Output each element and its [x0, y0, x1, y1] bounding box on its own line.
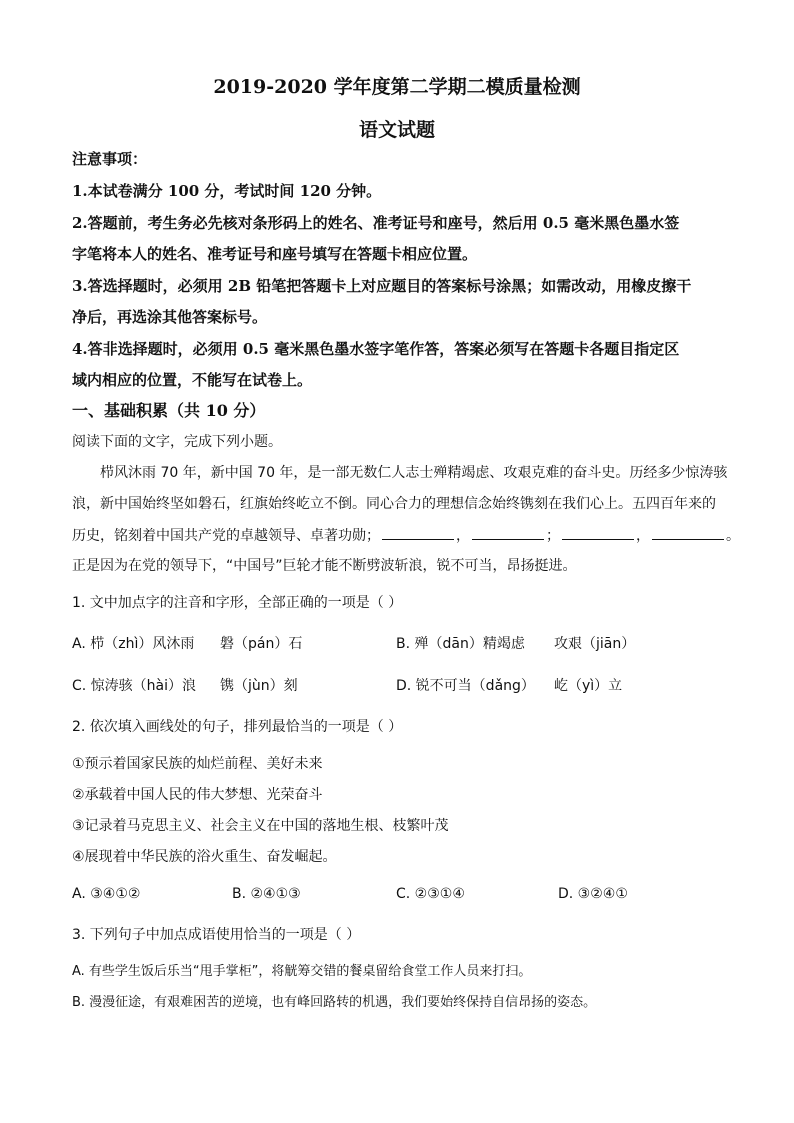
- question-stem: 1. 文中加点字的注音和字形，全部正确的一项是（ ）: [72, 595, 403, 611]
- sentence-item: ①预示着国家民族的灿烂前程、美好未来: [72, 756, 323, 772]
- fill-blank: [472, 525, 544, 540]
- notice-item: 4.答非选择题时，必须用 0.5 毫米黑色墨水签字笔作答，答案必须写在答题卡各题目指定区: [72, 340, 680, 358]
- fill-blank: [562, 525, 634, 540]
- fill-blank: [652, 525, 724, 540]
- option-b-part2: 攻艰（jiān）: [554, 636, 636, 652]
- option-b: B. 殚（dān）精竭虑: [396, 636, 525, 652]
- option-d: D. 锐不可当（dǎng）: [396, 678, 535, 694]
- notice-item: 域内相应的位置，不能写在试卷上。: [72, 371, 313, 389]
- notice-item: 字笔将本人的姓名、准考证号和座号填写在答题卡相应位置。: [72, 245, 478, 263]
- punctuation: 。: [726, 528, 740, 544]
- notice-item: 3.答选择题时，必须用 2B 铅笔把答题卡上对应题目的答案标号涂黑；如需改动，用橡皮擦干: [72, 277, 692, 295]
- option-a: A. ③④①②: [72, 886, 141, 902]
- punctuation: ；: [546, 528, 560, 544]
- sentence-item: ③记录着马克思主义、社会主义在中国的落地生根、枝繁叶茂: [72, 818, 449, 834]
- question-stem: 2. 依次填入画线处的句子，排列最恰当的一项是（ ）: [72, 719, 403, 735]
- option-d-part2: 屹（yì）立: [554, 678, 623, 694]
- option-a-part2: 磐（pán）石: [220, 636, 303, 652]
- passage-line-with-blanks: [72, 525, 740, 546]
- notice-heading: 注意事项：: [72, 150, 148, 168]
- passage-line: 浪，新中国始终坚如磐石，红旗始终屹立不倒。同心合力的理想信念始终镌刻在我们心上。五四百年来的: [72, 496, 716, 512]
- passage-line: 栉风沐雨 70 年，新中国 70 年，是一部无数仁人志士殚精竭虑、攻艰克难的奋斗史。历经多少惊涛骇: [100, 465, 728, 481]
- section-heading: 一、基础积累（共 10 分）: [72, 401, 266, 420]
- page-subtitle: 语文试题: [358, 119, 435, 141]
- option-c-part2: 镌（jùn）刻: [220, 678, 298, 694]
- page-title: 2019-2020 学年度第二学期二模质量检测: [213, 76, 581, 98]
- sentence-item: ②承载着中国人民的伟大梦想、光荣奋斗: [72, 787, 323, 803]
- option-b: B. ②④①③: [232, 886, 301, 902]
- fill-blank: [382, 525, 454, 540]
- option-c: C. 惊涛骇（hài）浪: [72, 678, 197, 694]
- punctuation: ，: [456, 528, 470, 544]
- option-a: A. 有些学生饭后乐当“甩手掌柜”，将觥筹交错的餐桌留给食堂工作人员来打扫。: [72, 964, 532, 979]
- question-stem: 3. 下列句子中加点成语使用恰当的一项是（ ）: [72, 927, 361, 943]
- option-c: C. ②③①④: [396, 886, 465, 902]
- reading-instruction: 阅读下面的文字，完成下列小题。: [72, 434, 282, 450]
- passage-text: 历史，铭刻着中国共产党的卓越领导、卓著功勋；: [72, 528, 380, 544]
- option-d: D. ③②④①: [558, 886, 628, 902]
- option-a: A. 栉（zhì）风沐雨: [72, 636, 195, 652]
- notice-item: 2.答题前，考生务必先核对条形码上的姓名、准考证号和座号，然后用 0.5 毫米黑色墨水签: [72, 214, 680, 232]
- sentence-item: ④展现着中华民族的浴火重生、奋发崛起。: [72, 849, 337, 865]
- option-b: B. 漫漫征途，有艰难困苦的逆境，也有峰回路转的机遇，我们要始终保持自信昂扬的姿态。: [72, 995, 597, 1010]
- notice-item: 净后，再选涂其他答案标号。: [72, 308, 268, 326]
- notice-item: 1.本试卷满分 100 分，考试时间 120 分钟。: [72, 182, 382, 200]
- punctuation: ，: [636, 528, 650, 544]
- passage-line: 正是因为在党的领导下，“中国号”巨轮才能不断劈波斩浪，锐不可当，昂扬挺进。: [72, 558, 577, 574]
